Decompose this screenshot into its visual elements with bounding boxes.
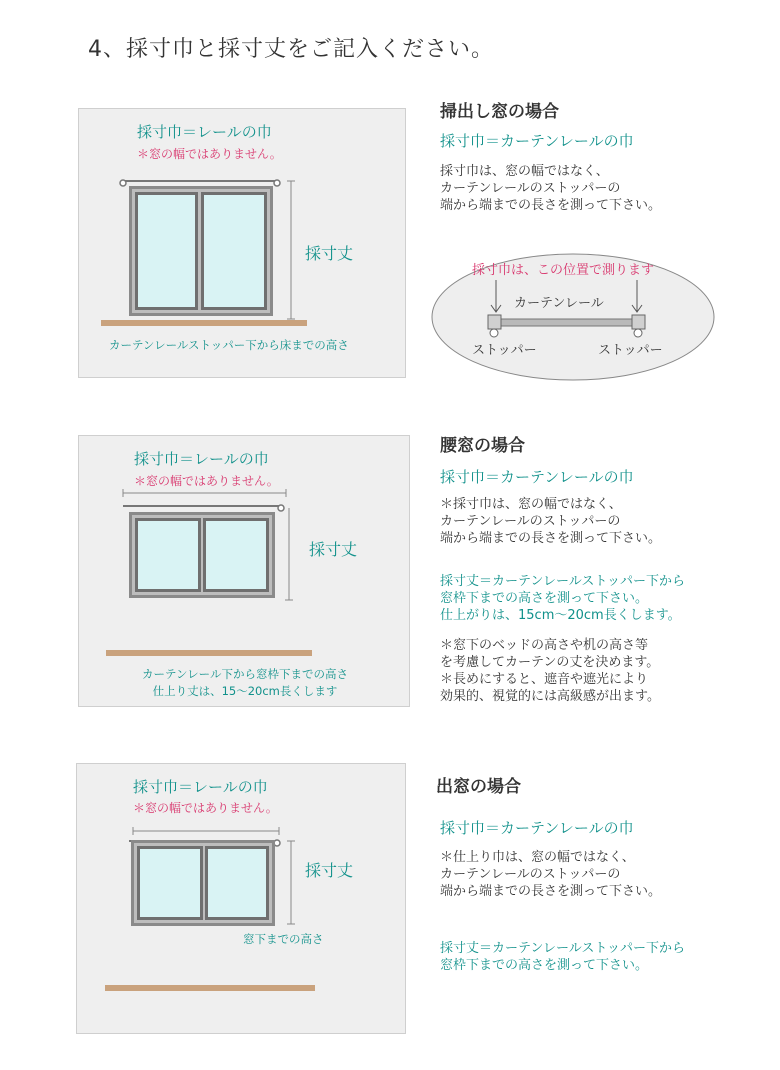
diagram-panel-sweep-window — [78, 108, 406, 378]
floor-line — [105, 985, 315, 991]
diagram-caption: カーテンレールストッパー下から床までの高さ — [109, 338, 349, 352]
callout-label: 採寸巾は、この位置で測ります — [472, 263, 655, 278]
section-subheading: 採寸巾＝カーテンレールの巾 — [440, 819, 634, 837]
width-label: 採寸巾＝レールの巾 — [137, 123, 272, 141]
diagram-panel-waist-window — [78, 435, 410, 707]
section-heading-bay-window: 出窓の場合 — [436, 777, 521, 797]
height-instruction-text: 採寸丈＝カーテンレールストッパー下から 窓枠下までの高さを測って下さい。 — [440, 941, 685, 973]
section-body-text: 採寸巾は、窓の幅ではなく、 カーテンレールのストッパーの 端から端までの長さを測って下さい。 — [440, 164, 662, 213]
page-title: 4、採寸巾と採寸丈をご記入ください。 — [88, 37, 494, 62]
diagram-caption: カーテンレール下から窓枠下までの高さ 仕上り丈は、15〜20cm長くします — [142, 667, 348, 698]
not-window-width-note: ＊窓の幅ではありません。 — [133, 801, 278, 815]
section-heading-sweep-window: 掃出し窓の場合 — [440, 102, 559, 122]
stopper-right-label: ストッパー — [598, 343, 663, 358]
stopper-left-label: ストッパー — [472, 343, 537, 358]
height-label: 採寸丈 — [305, 244, 354, 263]
section-heading-waist-window: 腰窓の場合 — [440, 436, 525, 456]
height-instruction-text: 採寸丈＝カーテンレールストッパー下から 窓枠下までの高さを測って下さい。 仕上がりは、15cm〜20cm長くします。 — [440, 574, 685, 623]
width-label: 採寸巾＝レールの巾 — [134, 450, 269, 468]
section-subheading: 採寸巾＝カーテンレールの巾 — [440, 468, 634, 486]
not-window-width-note: ＊窓の幅ではありません。 — [134, 474, 279, 488]
diagram-caption: 窓下までの高さ — [243, 932, 324, 946]
section-body-text: ＊採寸巾は、窓の幅ではなく、 カーテンレールのストッパーの 端から端までの長さを測って下さい。 — [440, 497, 662, 546]
width-label: 採寸巾＝レールの巾 — [133, 778, 268, 796]
height-label: 採寸丈 — [309, 540, 358, 559]
section-body-text: ＊仕上り巾は、窓の幅ではなく、 カーテンレールのストッパーの 端から端までの長さを測って下さい。 — [440, 850, 662, 899]
height-label: 採寸丈 — [305, 861, 354, 880]
not-window-width-note: ＊窓の幅ではありません。 — [137, 147, 282, 161]
floor-line — [101, 320, 307, 326]
bay-window-illustration — [77, 764, 407, 1035]
rail-label: カーテンレール — [514, 296, 604, 311]
section-notes-text: ＊窓下のベッドの高さや机の高さ等 を考慮してカーテンの丈を決めます。 ＊長めにすると、遮音や遮光により 効果的、視覚的には高級感が出ます。 — [440, 638, 660, 704]
diagram-panel-bay-window — [76, 763, 406, 1034]
section-subheading: 採寸巾＝カーテンレールの巾 — [440, 132, 634, 150]
floor-line — [106, 650, 312, 656]
